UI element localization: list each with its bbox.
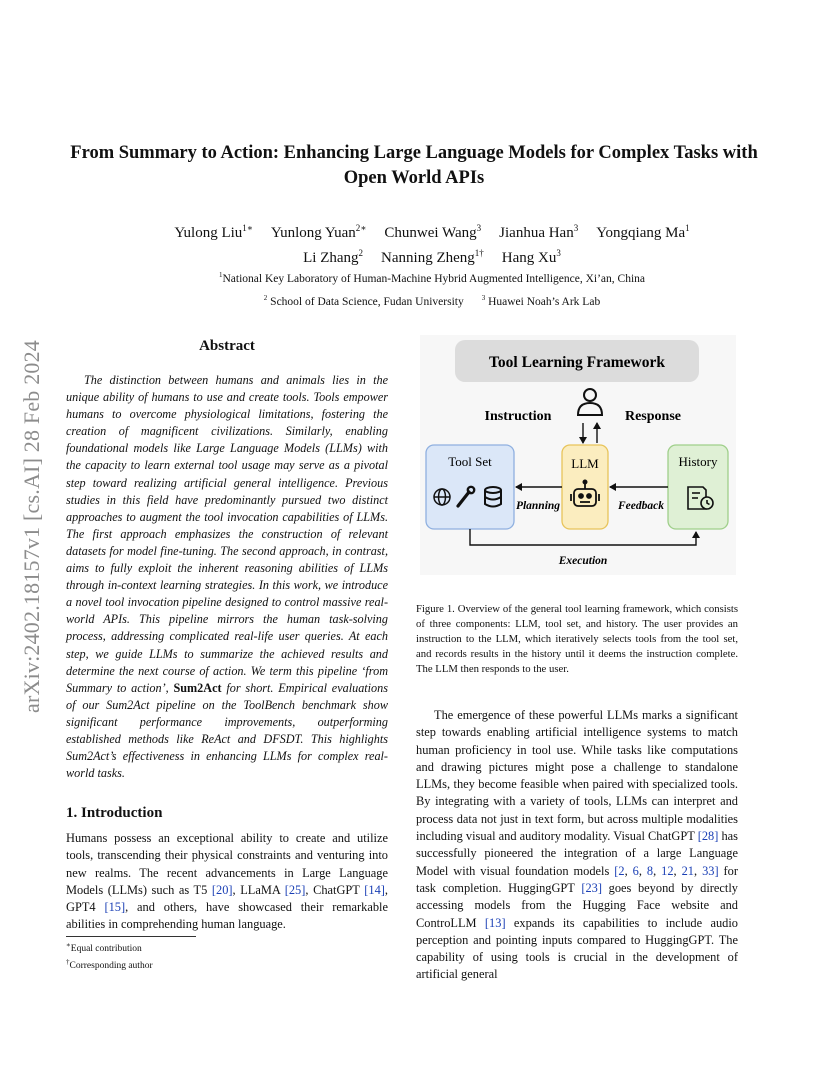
user-icon — [578, 389, 602, 415]
paper-title: From Summary to Action: Enhancing Large Language Models for Complex Tasks with Open World APIs — [70, 143, 758, 188]
author: Hang Xu$^3$ — [501, 248, 561, 266]
footnotes — [66, 939, 153, 973]
feedback-label: Feedback — [618, 500, 664, 512]
author-list — [60, 218, 804, 268]
method-name: Sum2Act — [173, 680, 222, 695]
author: Chunwei Wang$^3$ — [384, 223, 482, 241]
author: Li Zhang$^2$ — [303, 248, 364, 266]
citation-link[interactable]: [20] — [211, 882, 233, 897]
citation-link[interactable]: 8 — [646, 863, 654, 878]
introduction-text: Humans possess an exceptional ability to create and utilize tools, transcending their physical constraints and venturing into new realms. The recent advancements in Large Language Models (LLMs) such as T5 [20], LLaMA [25], ChatGPT [14], GPT4 [15], and others, have showcased their remarkable abilities in comprehending human language. — [66, 831, 389, 932]
footnote-equal: ∗Equal contribution — [66, 941, 142, 955]
abstract-heading: Abstract — [199, 338, 255, 354]
citation-link[interactable]: [25] — [284, 882, 306, 897]
execution-path — [470, 529, 696, 545]
citation-link[interactable]: 12 — [661, 863, 674, 878]
citation-link[interactable]: [2 — [614, 863, 625, 878]
author: Nanning Zheng$^{1\dagger}$ — [381, 248, 484, 266]
llm-label: LLM — [571, 456, 599, 471]
citation-link[interactable]: 6 — [632, 863, 639, 878]
planning-label: Planning — [515, 500, 561, 512]
citation-link[interactable]: [23] — [581, 880, 602, 895]
instruction-label: Instruction — [484, 409, 552, 424]
history-label: History — [678, 454, 718, 469]
affiliations — [60, 266, 804, 312]
author: Yunlong Yuan$^{2∗}$ — [270, 223, 367, 241]
citation-link[interactable]: [13] — [484, 915, 506, 930]
abstract-text: The distinction between humans and animals lies in the unique ability of humans to use and create tools. Tools empower humans to overcome physiological limitations, fostering the creation of magnificent civilizations. Similarly, enabling foundational models like Large Language Models (LLMs) with the capacity to learn external tool usage may serve as a pivotal step toward realizing artificial general intelligence. Previous studies in this field have predominantly pursued two distinct approaches to augment the tool invocation capabilities of LLMs. The first approach emphasizes the construction of relevant datasets for model fine-tuning. The second approach, in contrast, aims to fully exploit the inherent reasoning abilities of LLMs through in-context learning strategies. In this work, we introduce a novel tool invocation pipeline designed to control massive real-world APIs. This pipeline mirrors the human task-solving process, addressing complicated real-life user queries. At each step, we guide LLMs to summarize the achieved results and determine the next course of action. We term this pipeline ‘from Summary to action’, Sum2Act for short. Empirical evaluations of our Sum2Act pipeline on the ToolBench benchmark show significant performance improvements, outperforming established methods like ReAct and DFSDT. This highlights Sum2Act’s effectiveness in enhancing LLMs for complex real-world tasks. — [66, 373, 388, 781]
introduction-text-continued: The emergence of these powerful LLMs marks a significant step towards enabling artificial intelligence systems to match human proficiency in tool use. While tasks like computations and drawing pictures might pose a challenge to standalone LLMs, they become feasible when paired with specialized tools. By integrating with a variety of tools, LLMs can interpret and process data not just in text form, but across multiple modalities including visual and auditory modality. Visual ChatGPT [28] has successfully pioneered the integration of a large Language Model with visual foundation models [2, 6, 8, 12, 21, 33] for task completion. HuggingGPT [23] goes beyond by directly accessing models from the Hugging Face website and ControLLM [13] expands its capabilities to include audio perception and pointing inputs compared to HuggingGPT. The capability of using tools is crucial in the development of artificial general — [416, 708, 738, 982]
citation-link[interactable]: [14] — [364, 882, 385, 897]
response-label: Response — [624, 409, 682, 424]
citation-link[interactable]: [28] — [697, 829, 719, 844]
citation-link[interactable]: 21 — [681, 863, 694, 878]
framework-title: Tool Learning Framework — [489, 354, 665, 371]
affiliation-2-3: $^2$ School of Data Science, Fudan University $^3$ Huawei Noah’s Ark Lab — [263, 293, 601, 308]
affiliation-1: $^1$National Key Laboratory of Human-Machine Hybrid Augmented Intelligence, Xi’an, China — [219, 271, 645, 285]
citation-link[interactable]: 33] — [702, 863, 719, 878]
tool-set-label: Tool Set — [448, 454, 492, 469]
footnote-divider — [66, 936, 196, 937]
figure-caption: Figure 1. Overview of the general tool learning framework, which consists of three components: LLM, tool set, and history. The user provides an instruction to the LLM, which iteratively selects tools from the tool set, and records results in the history until it deems the instruction complete. The LLM then responds to the user. — [416, 603, 738, 675]
footnote-corresponding: †Corresponding author — [66, 958, 153, 972]
tool-learning-figure — [420, 335, 736, 575]
arxiv-identifier: arXiv:2402.18157v1 [cs.AI] 28 Feb 2024 — [19, 340, 44, 714]
introduction-heading: 1. Introduction — [66, 805, 163, 821]
execution-label: Execution — [558, 555, 608, 567]
citation-link[interactable]: [15] — [104, 900, 126, 915]
author: Yulong Liu$^{1∗}$ — [174, 223, 253, 241]
author: Jianhua Han$^3$ — [499, 223, 579, 241]
author: Yongqiang Ma$^1$ — [596, 223, 690, 241]
